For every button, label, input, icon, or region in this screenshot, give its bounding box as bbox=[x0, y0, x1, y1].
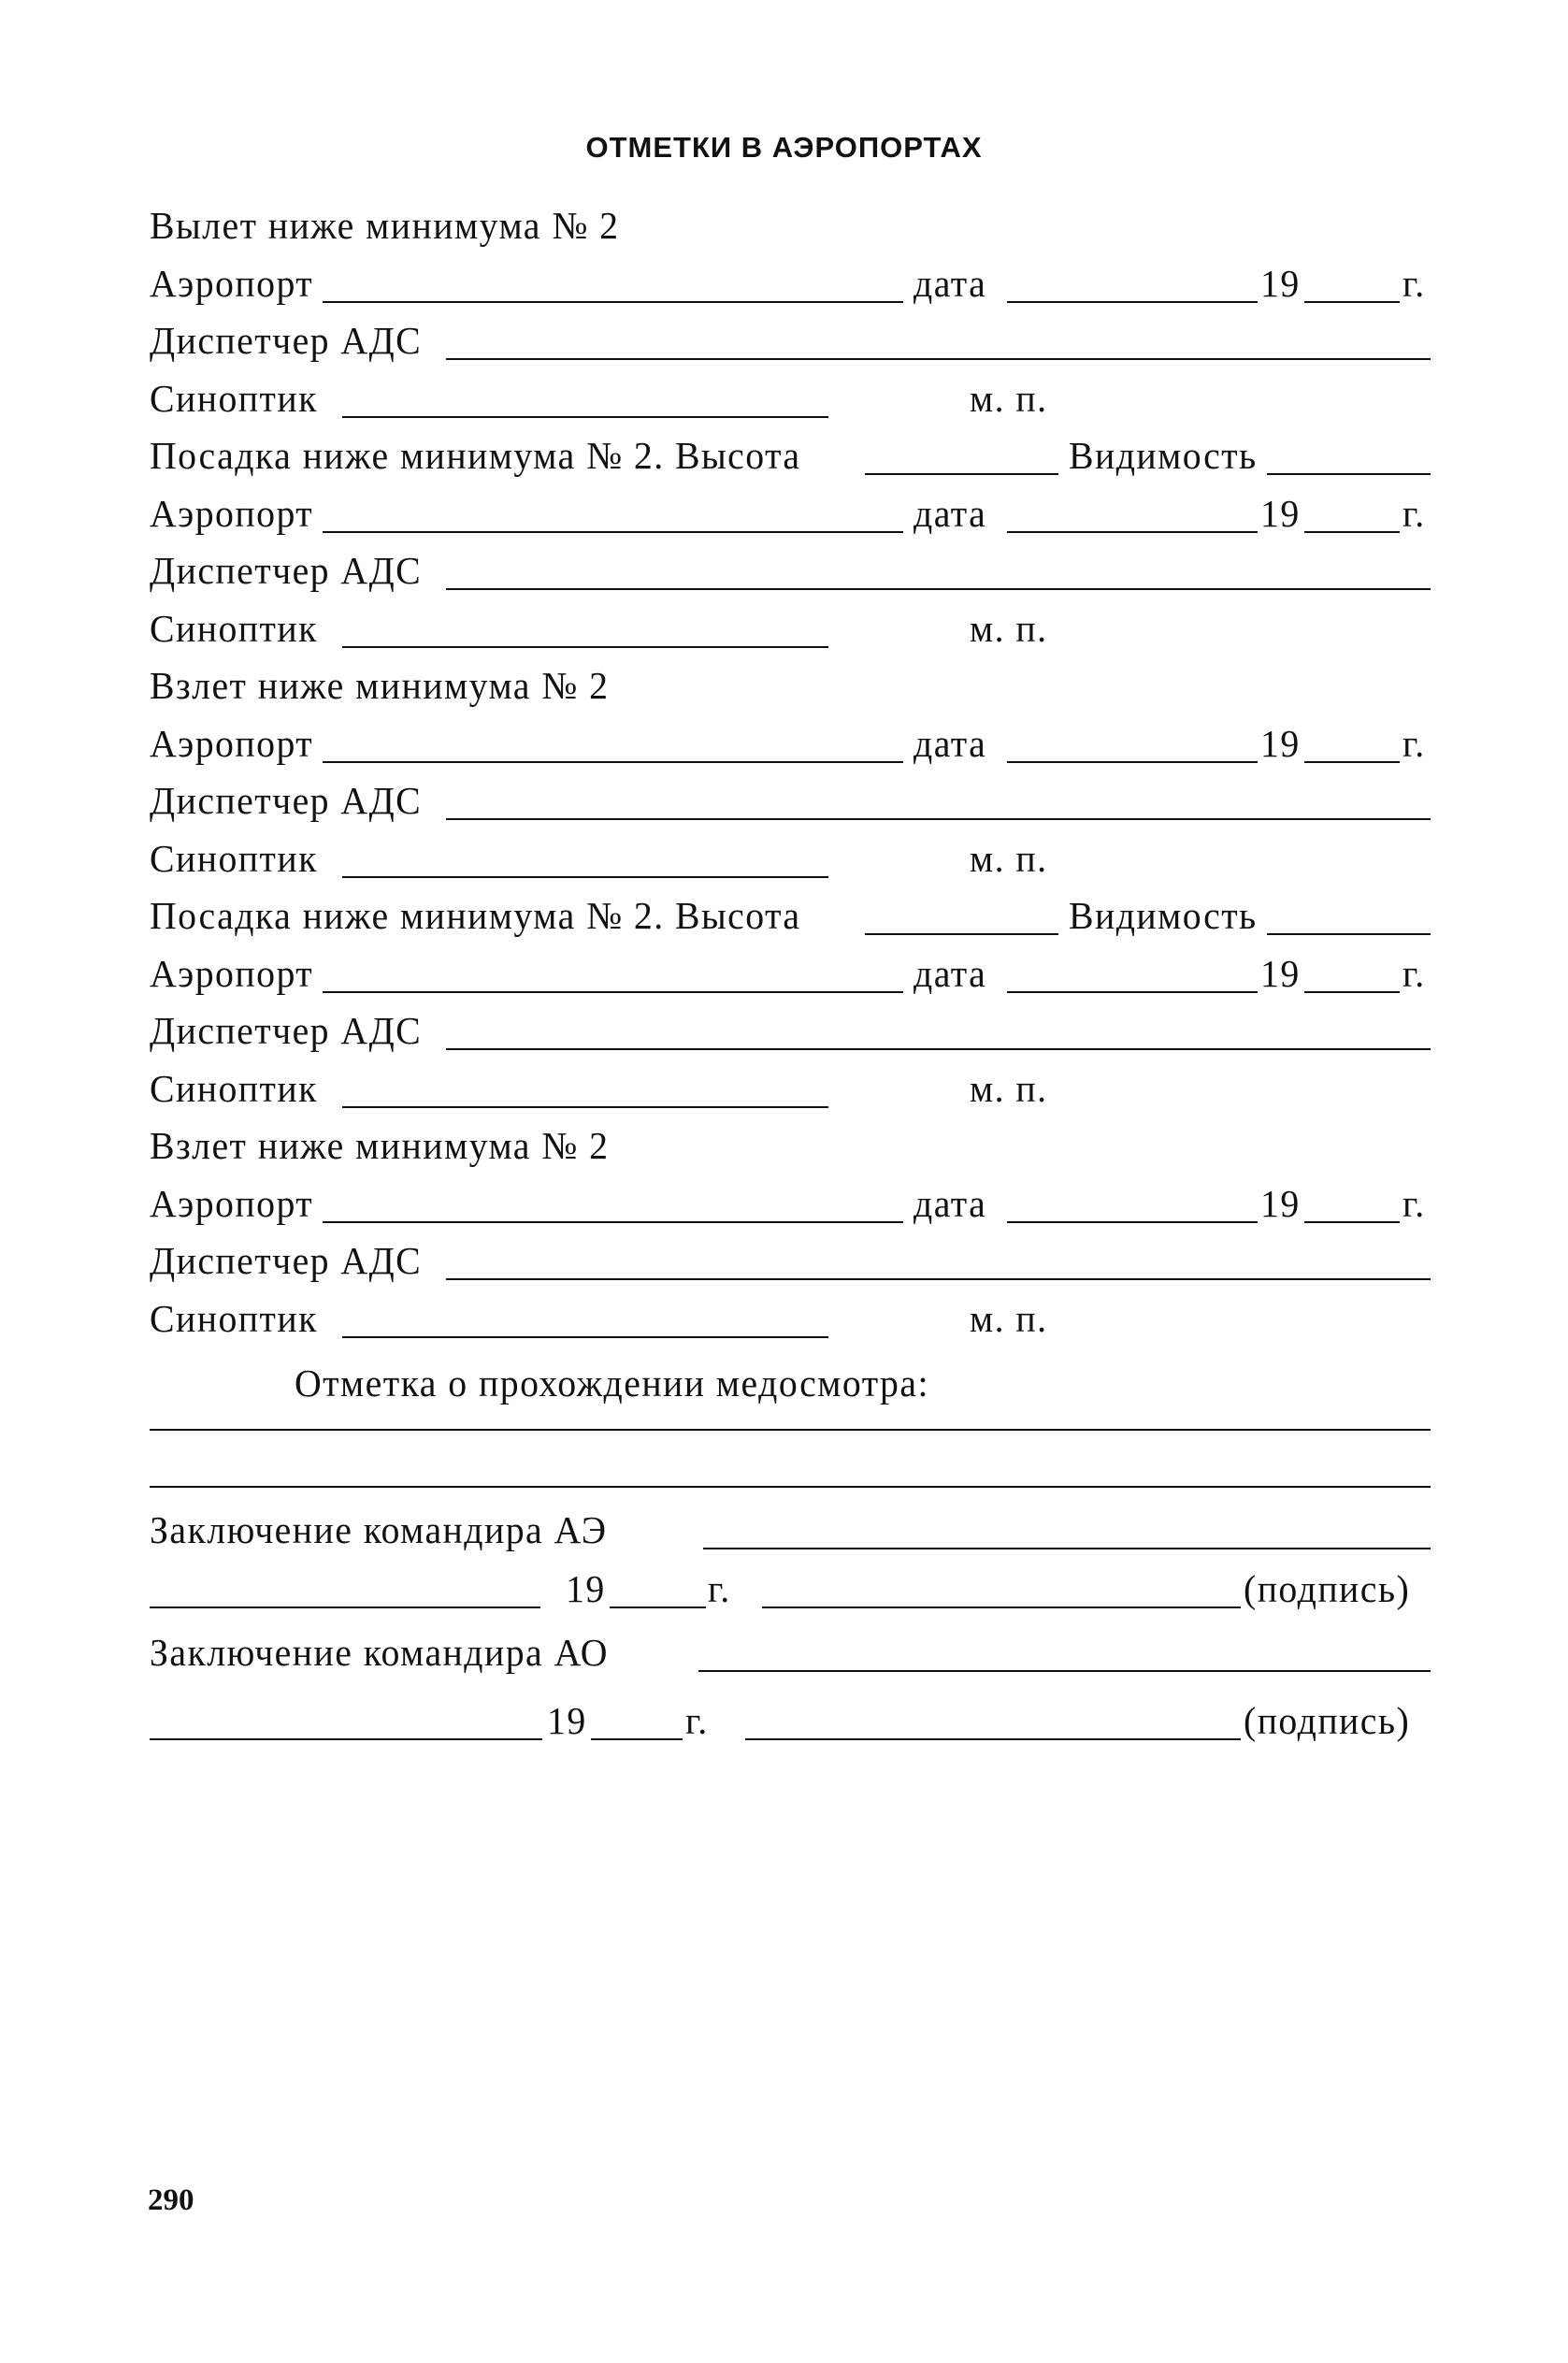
year-prefix: 19 bbox=[547, 1699, 587, 1742]
year-suffix: г. bbox=[1403, 491, 1426, 535]
synoptic-label: Синоптик bbox=[150, 376, 318, 420]
year-field[interactable] bbox=[1304, 1221, 1400, 1223]
stamp-label: м. п. bbox=[970, 376, 1048, 420]
year-prefix: 19 bbox=[566, 1567, 606, 1610]
date-field[interactable] bbox=[1007, 531, 1258, 533]
signature-field[interactable] bbox=[762, 1607, 1241, 1608]
synoptic-label: Синоптик bbox=[150, 606, 318, 650]
year-prefix: 19 bbox=[1260, 491, 1301, 535]
year-prefix: 19 bbox=[1260, 261, 1301, 305]
year-suffix: г. bbox=[708, 1567, 731, 1610]
height-field[interactable] bbox=[865, 933, 1058, 935]
visibility-label: Видимость bbox=[1069, 434, 1258, 477]
date-field[interactable] bbox=[1007, 761, 1258, 763]
year-prefix: 19 bbox=[1260, 721, 1301, 765]
date-label: дата bbox=[913, 1181, 987, 1225]
airport-label: Аэропорт bbox=[150, 1181, 314, 1225]
airport-field[interactable] bbox=[323, 531, 903, 533]
date-label: дата bbox=[913, 951, 987, 995]
date-label: дата bbox=[913, 261, 987, 305]
medical-field[interactable] bbox=[150, 1429, 1431, 1431]
section-heading: Взлет ниже минимума № 2 bbox=[150, 1124, 610, 1167]
dispatcher-field[interactable] bbox=[446, 588, 1431, 590]
stamp-label: м. п. bbox=[970, 1296, 1048, 1340]
medical-check-label: Отметка о прохождении медосмотра: bbox=[295, 1362, 929, 1405]
stamp-label: м. п. bbox=[970, 836, 1048, 880]
airport-field[interactable] bbox=[323, 991, 903, 993]
stamp-label: м. п. bbox=[970, 1066, 1048, 1110]
year-field[interactable] bbox=[1304, 761, 1400, 763]
date-label: дата bbox=[913, 491, 987, 535]
date-field[interactable] bbox=[1007, 301, 1258, 303]
dispatcher-field[interactable] bbox=[446, 358, 1431, 360]
signature-field[interactable] bbox=[745, 1738, 1241, 1740]
dispatcher-label: Диспетчер АДС bbox=[150, 779, 423, 822]
airport-label: Аэропорт bbox=[150, 721, 314, 765]
dispatcher-label: Диспетчер АДС bbox=[150, 1239, 423, 1282]
year-suffix: г. bbox=[1403, 1181, 1426, 1225]
visibility-field[interactable] bbox=[1267, 933, 1431, 935]
dispatcher-label: Диспетчер АДС bbox=[150, 549, 423, 592]
year-suffix: г. bbox=[1403, 721, 1426, 765]
medical-field[interactable] bbox=[150, 1486, 1431, 1488]
year-field[interactable] bbox=[1304, 531, 1400, 533]
year-suffix: г. bbox=[1403, 951, 1426, 995]
synoptic-field[interactable] bbox=[342, 876, 828, 878]
conclusion-label: Заключение командира АЭ bbox=[150, 1508, 608, 1551]
signature-label: (подпись) bbox=[1244, 1567, 1411, 1610]
date-field[interactable] bbox=[1007, 991, 1258, 993]
section-heading: Посадка ниже минимума № 2. Высота bbox=[150, 434, 801, 477]
dispatcher-field[interactable] bbox=[446, 1048, 1431, 1050]
visibility-label: Видимость bbox=[1069, 894, 1258, 937]
page-number: 290 bbox=[148, 2183, 194, 2217]
synoptic-label: Синоптик bbox=[150, 1296, 318, 1340]
synoptic-field[interactable] bbox=[342, 1336, 828, 1338]
page-title: ОТМЕТКИ В АЭРОПОРТАХ bbox=[585, 131, 983, 164]
stamp-label: м. п. bbox=[970, 606, 1048, 650]
dispatcher-label: Диспетчер АДС bbox=[150, 319, 423, 362]
year-prefix: 19 bbox=[1260, 1181, 1301, 1225]
airport-field[interactable] bbox=[323, 1221, 903, 1223]
conclusion-label: Заключение командира АО bbox=[150, 1631, 609, 1674]
year-prefix: 19 bbox=[1260, 951, 1301, 995]
dispatcher-field[interactable] bbox=[446, 1278, 1431, 1280]
airport-label: Аэропорт bbox=[150, 491, 314, 535]
dispatcher-field[interactable] bbox=[446, 818, 1431, 820]
year-suffix: г. bbox=[685, 1699, 709, 1742]
synoptic-field[interactable] bbox=[342, 416, 828, 418]
year-field[interactable] bbox=[1304, 301, 1400, 303]
airport-label: Аэропорт bbox=[150, 261, 314, 305]
section-heading: Вылет ниже минимума № 2 bbox=[150, 204, 620, 247]
section-heading: Посадка ниже минимума № 2. Высота bbox=[150, 894, 801, 937]
year-field[interactable] bbox=[610, 1607, 706, 1608]
date-field[interactable] bbox=[1007, 1221, 1258, 1223]
year-field[interactable] bbox=[591, 1738, 683, 1740]
synoptic-label: Синоптик bbox=[150, 1066, 318, 1110]
dispatcher-label: Диспетчер АДС bbox=[150, 1009, 423, 1052]
year-field[interactable] bbox=[1304, 991, 1400, 993]
signature-label: (подпись) bbox=[1244, 1699, 1411, 1742]
airport-label: Аэропорт bbox=[150, 951, 314, 995]
synoptic-field[interactable] bbox=[342, 1106, 828, 1108]
conclusion-field[interactable] bbox=[703, 1548, 1431, 1549]
date-label: дата bbox=[913, 721, 987, 765]
date-field[interactable] bbox=[150, 1738, 542, 1740]
synoptic-field[interactable] bbox=[342, 646, 828, 648]
section-heading: Взлет ниже минимума № 2 bbox=[150, 664, 610, 707]
conclusion-field[interactable] bbox=[698, 1670, 1431, 1672]
date-field[interactable] bbox=[150, 1607, 540, 1608]
airport-field[interactable] bbox=[323, 301, 903, 303]
airport-field[interactable] bbox=[323, 761, 903, 763]
visibility-field[interactable] bbox=[1267, 473, 1431, 475]
synoptic-label: Синоптик bbox=[150, 836, 318, 880]
height-field[interactable] bbox=[865, 473, 1058, 475]
year-suffix: г. bbox=[1403, 261, 1426, 305]
